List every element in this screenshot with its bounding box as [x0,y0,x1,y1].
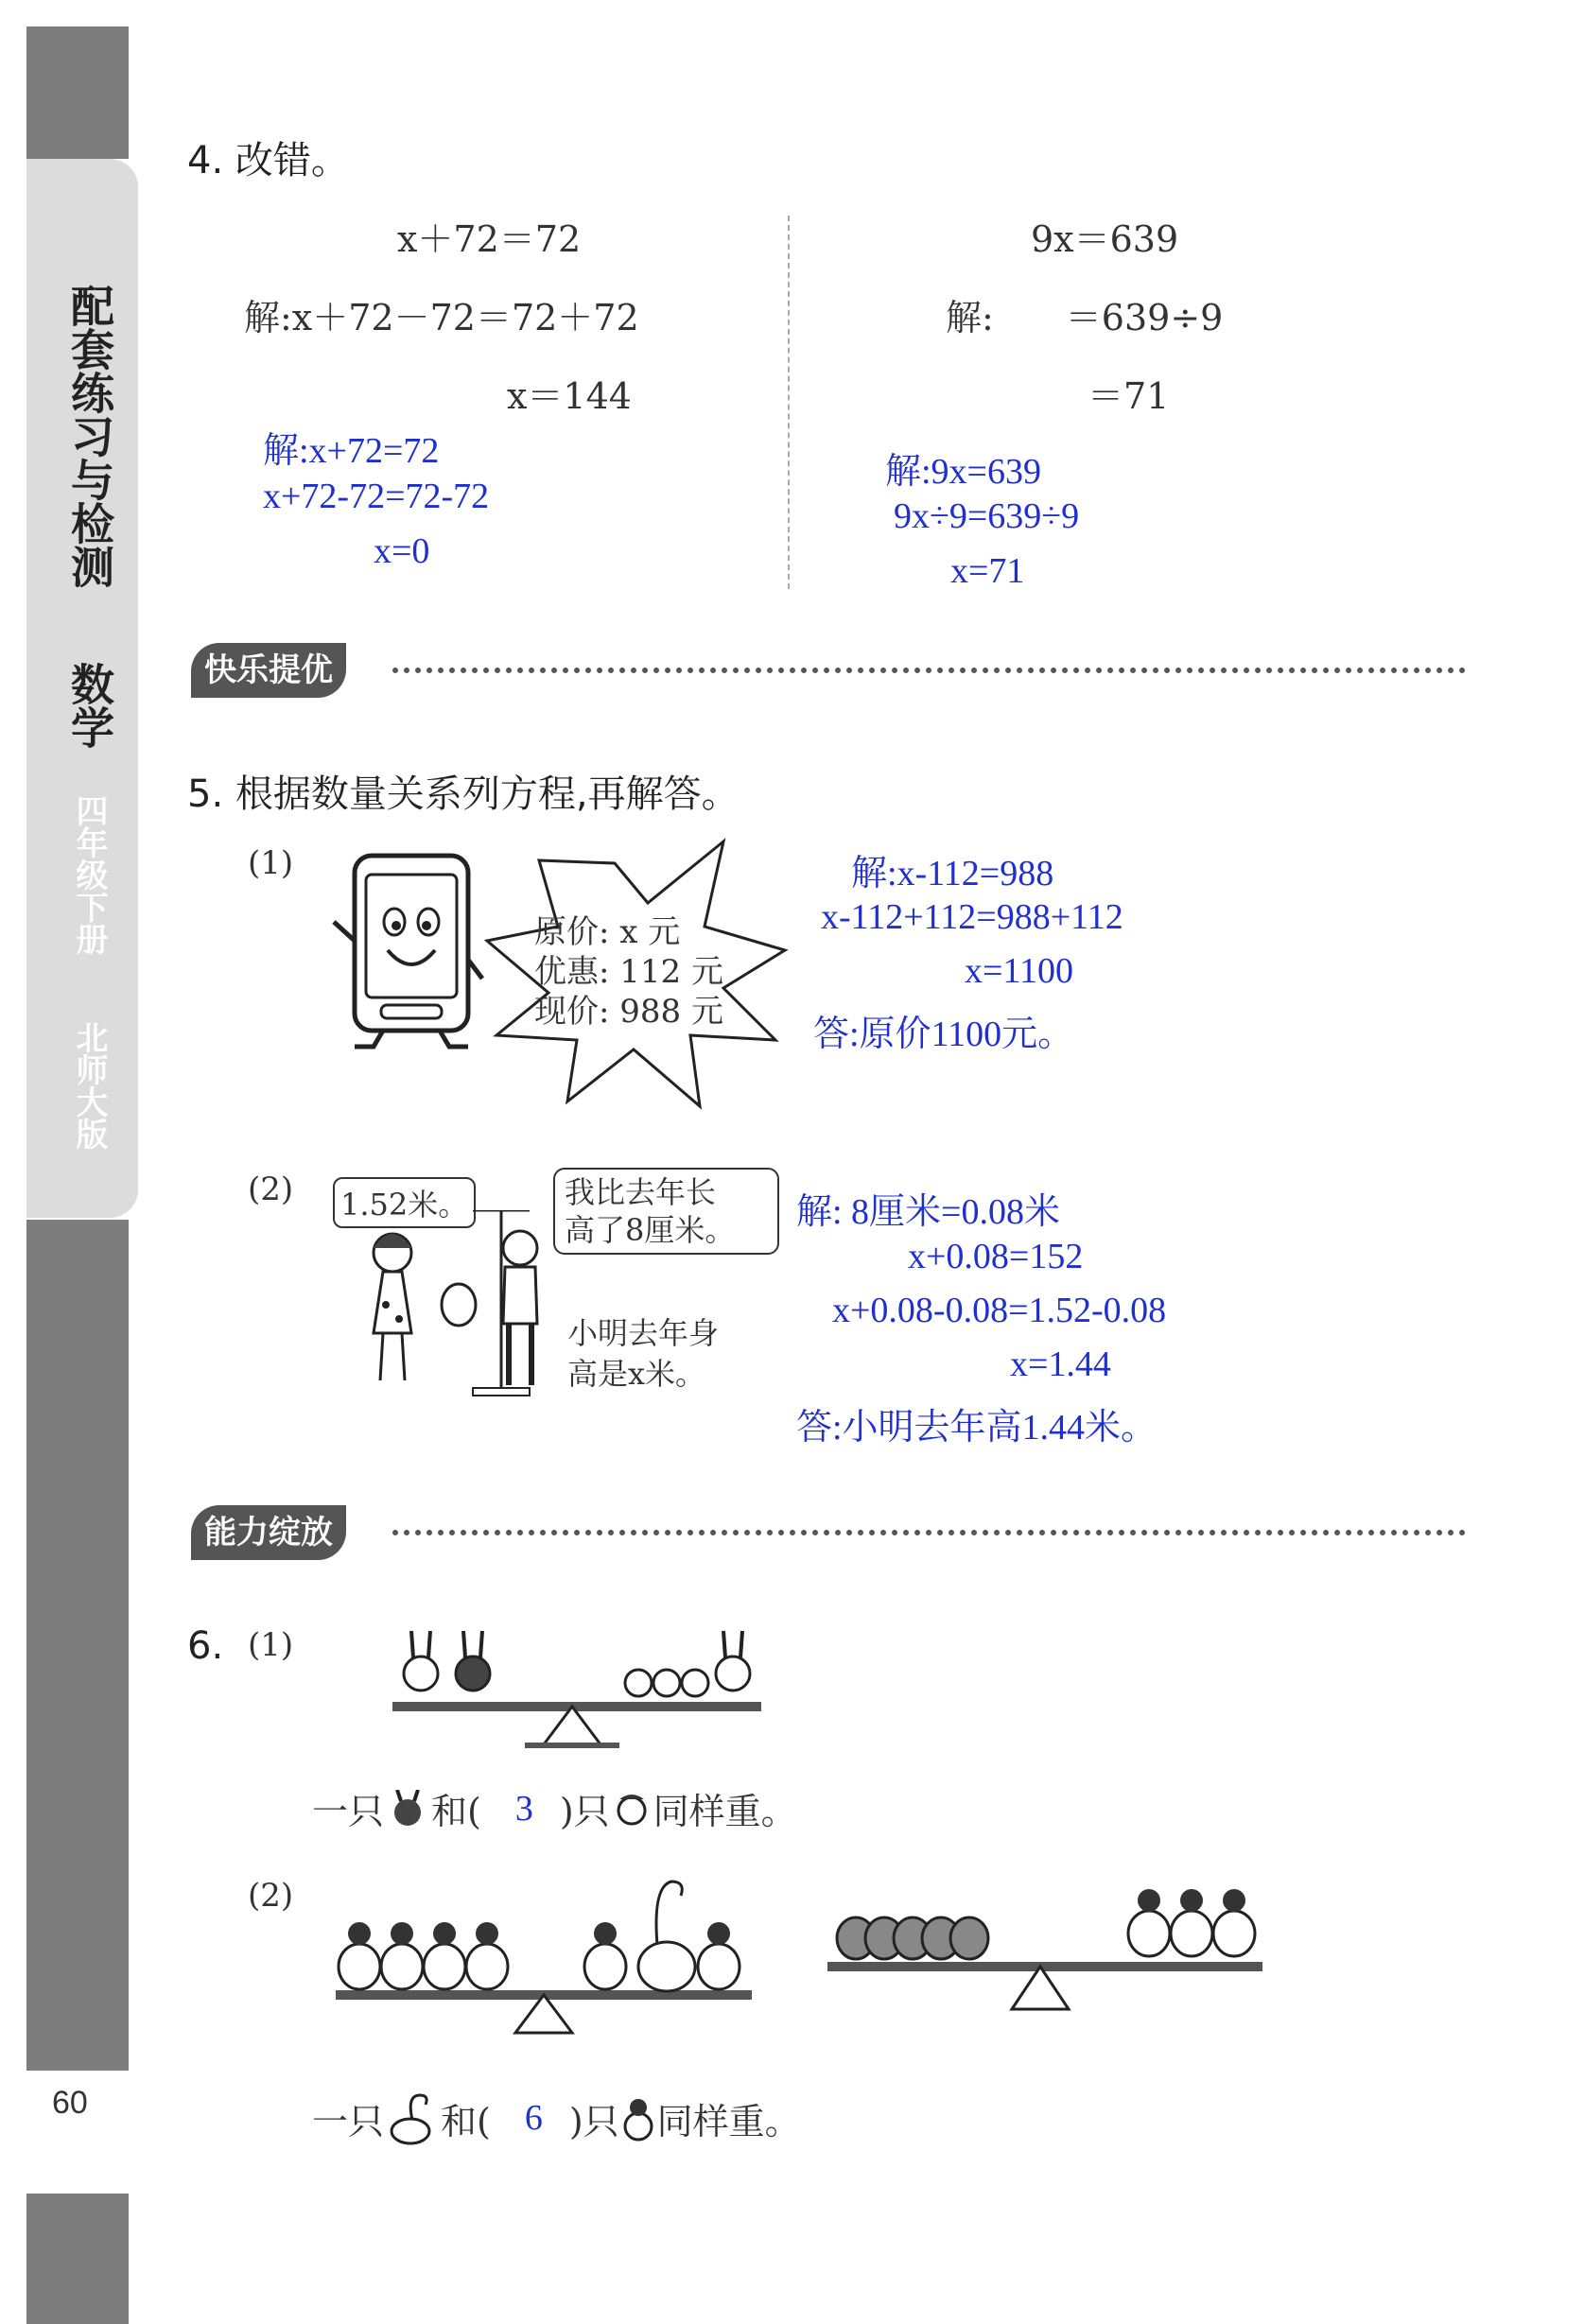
q4-left-answer-3: x=0 [374,531,430,571]
q6-part2-answer[interactable]: 6 [524,2098,543,2138]
seesaw-ducks-right-illustration [823,1872,1267,2023]
q5-part2-answer-4: x=1.44 [1010,1344,1111,1384]
sidebar-band-lower [26,1220,129,2071]
q4-left-answer-1: 解:x+72=72 [263,431,440,471]
rabbit-icon [384,1790,431,1828]
chick-icon [610,1790,653,1828]
q5-part1-answer-1: 解:x-112=988 [851,854,1054,893]
q6-part1-sentence [312,1782,797,1834]
q4-right-answer-3: x=71 [950,551,1025,591]
q6-number: 6. [187,1624,224,1668]
q5-part1-answer-3: x=1100 [965,951,1074,991]
q6-part2-text-b: 和( [441,2100,491,2142]
q4-right-answer-1: 解:9x=639 [885,452,1041,492]
section-tag-nengli: 能力绽放 [191,1505,346,1560]
q4-title: 4. 改错。 [187,139,349,182]
caption-line-2: 高是x米。 [567,1356,706,1392]
q5-part2-answer-1: 解: 8厘米=0.08米 [796,1192,1060,1232]
q6-part2-text-d: 同样重。 [656,2100,801,2142]
grade-label: 四年级下册 [70,794,108,955]
q6-part1-text-c: )只 [559,1791,610,1832]
q4-left-step2: x＝144 [507,375,632,417]
q4-right-step2: ＝71 [1088,375,1170,417]
q6-part2-text-a: 一只 [312,2100,385,2142]
q5-part1-answer-2: x-112+112=988+112 [821,897,1123,937]
bubble-current-price: 现价: 988 元 [534,993,723,1031]
q4-left-step1: 解:x＋72－72＝72＋72 [244,297,639,338]
section-divider-dots [392,668,1466,673]
q6-part1-label: (1) [248,1626,294,1664]
phone-character-illustration [326,846,487,1054]
q4-right-equation: 9x＝639 [1031,218,1179,260]
boy-speech-line-1: 我比去年长 [565,1174,717,1210]
subject-label: 数学 [64,662,115,749]
q6-part2-label: (2) [248,1877,294,1915]
q5-title: 5. 根据数量关系列方程,再解答。 [187,772,740,816]
girl-speech-bubble: 1.52米。 [333,1177,476,1228]
q6-part1-answer[interactable]: 3 [514,1788,533,1829]
column-divider [788,216,790,589]
q5-part2-label: (2) [248,1171,294,1208]
q5-part2-answer-3: x+0.08-0.08=1.52-0.08 [832,1291,1167,1330]
book-title: 配套练习与检测 [64,284,115,588]
q6-part2-text-c: )只 [568,2100,619,2142]
edition-label: 北师大版 [70,1021,108,1150]
children-height-illustration [350,1210,558,1399]
q5-part1-answer-4: 答:原价1100元。 [813,1015,1074,1054]
boy-speech-line-2: 高了8厘米。 [565,1212,736,1248]
sidebar-band-bottom [26,2194,129,2324]
q6-part1-text-b: 和( [431,1791,481,1832]
caption-line-1: 小明去年身 [567,1315,720,1351]
goose-icon [384,2090,441,2146]
section-divider-dots-2 [392,1530,1466,1535]
q6-part2-sentence [312,2090,801,2146]
q6-part1-text-d: 同样重。 [653,1791,797,1832]
seesaw-goose-ducks-left-illustration [331,1867,757,2038]
q5-part2-answer-5: 答:小明去年高1.44米。 [796,1408,1158,1448]
page-number: 60 [52,2085,88,2121]
sidebar-band-top [26,26,129,159]
q4-left-equation: x＋72＝72 [397,218,582,260]
q5-part1-label: (1) [248,844,294,882]
duck-icon [619,2094,657,2142]
q4-right-answer-2: 9x÷9=639÷9 [894,496,1080,536]
bubble-discount: 优惠: 112 元 [534,953,723,991]
section-tag-kuaile: 快乐提优 [191,643,346,698]
q4-left-answer-2: x+72-72=72-72 [263,477,490,516]
boy-speech-bubble [553,1168,779,1255]
q4-right-step1: 解: ＝639÷9 [946,297,1224,338]
q5-part2-answer-2: x+0.08=152 [908,1237,1084,1276]
bubble-original-price: 原价: x 元 [534,913,681,951]
seesaw-rabbits-chicks-illustration [383,1622,771,1749]
q6-part1-text-a: 一只 [312,1791,385,1832]
